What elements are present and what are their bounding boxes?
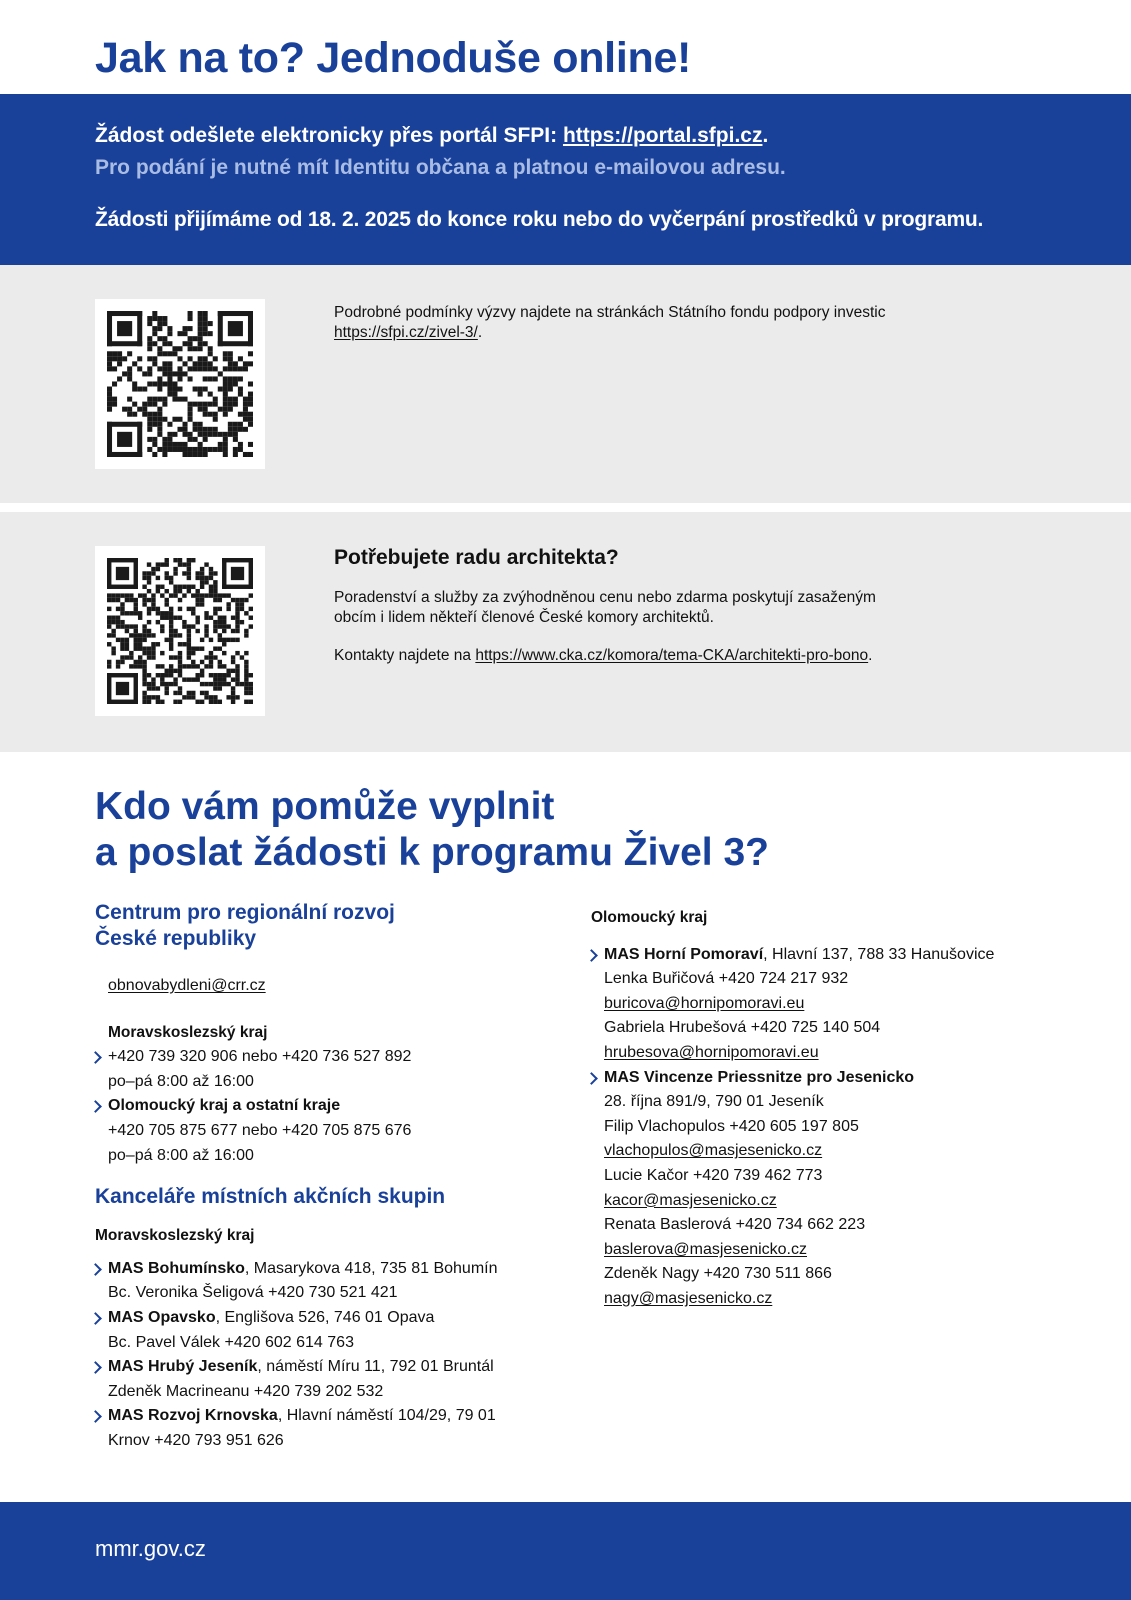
qr-code-icon bbox=[107, 558, 253, 704]
cka-pro-bono-link[interactable]: https://www.cka.cz/komora/tema-CKA/architekti-pro-bono bbox=[475, 647, 869, 664]
qr-code-sfpi[interactable] bbox=[95, 299, 265, 469]
crr-heading: Centrum pro regionální rozvoj České republiky bbox=[95, 901, 395, 950]
banner-line-identity: Pro podání je nutné mít Identitu občana a platnou e-mailovou adresu. bbox=[95, 156, 786, 179]
list-item: MAS Horní Pomoraví, Hlavní 137, 788 33 Hanušovice Lenka Buřičová +420 724 217 932 buricova@hornipomoravi.eu Gabriela Hrubešová +420 725 140 504 hrubesova@hornipomoravi.eu bbox=[591, 943, 1061, 1066]
list-item: MAS Rozvoj Krnovska, Hlavní náměstí 104/29, 79 01 Krnov +420 793 951 626 bbox=[95, 1404, 575, 1453]
left-column bbox=[95, 900, 575, 1454]
mas-heading: Kanceláře místních akčních skupin bbox=[95, 1185, 446, 1209]
crr-email-link[interactable]: obnovabydleni@crr.cz bbox=[108, 977, 266, 994]
chevron-right-icon bbox=[89, 1051, 102, 1064]
chevron-right-icon bbox=[89, 1263, 102, 1276]
footer bbox=[0, 1502, 1131, 1600]
help-section-heading: Kdo vám pomůže vyplnit a poslat žádosti k programu Živel 3? bbox=[95, 785, 769, 874]
chevron-right-icon bbox=[89, 1101, 102, 1114]
list-item: +420 739 320 906 nebo +420 736 527 892 po–pá 8:00 až 16:00 bbox=[95, 1045, 575, 1094]
crr-region-ms: Moravskoslezský kraj bbox=[108, 1023, 268, 1041]
sfpi-info-box bbox=[0, 265, 1131, 503]
sfpi-info-text: Podrobné podmínky výzvy najdete na stránkách Státního fondu podpory investic https://sfpi.cz/zivel-3/. bbox=[334, 304, 886, 341]
portal-link[interactable]: https://portal.sfpi.cz bbox=[562, 124, 763, 147]
architect-info-box bbox=[0, 512, 1131, 752]
chevron-right-icon bbox=[585, 949, 598, 962]
chevron-right-icon bbox=[585, 1072, 598, 1085]
olomoucky-region: Olomoucký kraj bbox=[591, 909, 708, 926]
email-link[interactable]: kacor@masjesenicko.cz bbox=[604, 1191, 777, 1209]
email-link[interactable]: vlachopulos@masjesenicko.cz bbox=[604, 1142, 823, 1160]
list-item: Olomoucký kraj a ostatní kraje +420 705 875 677 nebo +420 705 875 676 po–pá 8:00 až 16:00 bbox=[95, 1094, 575, 1168]
info-banner bbox=[0, 94, 1131, 265]
banner-line-deadline: Žádosti přijímáme od 18. 2. 2025 do konce roku nebo do vyčerpání prostředků v programu. bbox=[95, 208, 984, 231]
page-title: Jak na to? Jednoduše online! bbox=[95, 34, 692, 82]
sfpi-zivel-link[interactable]: https://sfpi.cz/zivel-3/ bbox=[334, 324, 478, 341]
email-link[interactable]: buricova@hornipomoravi.eu bbox=[604, 994, 805, 1012]
email-link[interactable]: hrubesova@hornipomoravi.eu bbox=[604, 1043, 819, 1061]
footer-site-link[interactable]: mmr.gov.cz bbox=[95, 1536, 206, 1561]
qr-code-cka[interactable] bbox=[95, 546, 265, 716]
mas-region-ms: Moravskoslezský kraj bbox=[95, 1227, 255, 1245]
list-item: MAS Opavsko, Englišova 526, 746 01 Opava Bc. Pavel Válek +420 602 614 763 bbox=[95, 1306, 575, 1355]
list-item: MAS Hrubý Jeseník, náměstí Míru 11, 792 01 Bruntál Zdeněk Macrineanu +420 739 202 532 bbox=[95, 1355, 575, 1404]
architect-heading: Potřebujete radu architekta? bbox=[334, 546, 619, 569]
chevron-right-icon bbox=[89, 1361, 102, 1374]
chevron-right-icon bbox=[89, 1312, 102, 1325]
architect-contacts: Kontakty najdete na https://www.cka.cz/komora/tema-CKA/architekti-pro-bono. bbox=[334, 647, 873, 664]
chevron-right-icon bbox=[89, 1410, 102, 1423]
list-item: MAS Bohumínsko, Masarykova 418, 735 81 Bohumín Bc. Veronika Šeligová +420 730 521 421 bbox=[95, 1257, 575, 1306]
right-column bbox=[591, 906, 1061, 1312]
email-link[interactable]: baslerova@masjesenicko.cz bbox=[604, 1240, 807, 1258]
architect-info-text: Potřebujete radu architekta? Poradenství a služby za zvýhodněnou cenu nebo zdarma poskytují zasaženým obcím i lidem někteří členové České komory architektů. Kontakty najdete na https://www.cka.cz/komora/tema-CKA/architekti-pro-bono. bbox=[334, 546, 876, 664]
qr-code-icon bbox=[107, 311, 253, 457]
email-link[interactable]: nagy@masjesenicko.cz bbox=[604, 1289, 773, 1307]
banner-line-portal: Žádost odešlete elektronicky přes portál SFPI: https://portal.sfpi.cz. bbox=[95, 124, 769, 147]
list-item: MAS Vincenze Priessnitze pro Jesenicko 28. října 891/9, 790 01 Jeseník Filip Vlachopulos +420 605 197 805 vlachopulos@masjesenicko.cz Lucie Kačor +420 739 462 773 kacor@masjesenicko.cz Renata Baslerová +420 734 662 223 baslerova@masjesenicko.cz Zdeněk Nagy +420 730 511 866 nagy@masjesenicko.cz bbox=[591, 1066, 1061, 1312]
